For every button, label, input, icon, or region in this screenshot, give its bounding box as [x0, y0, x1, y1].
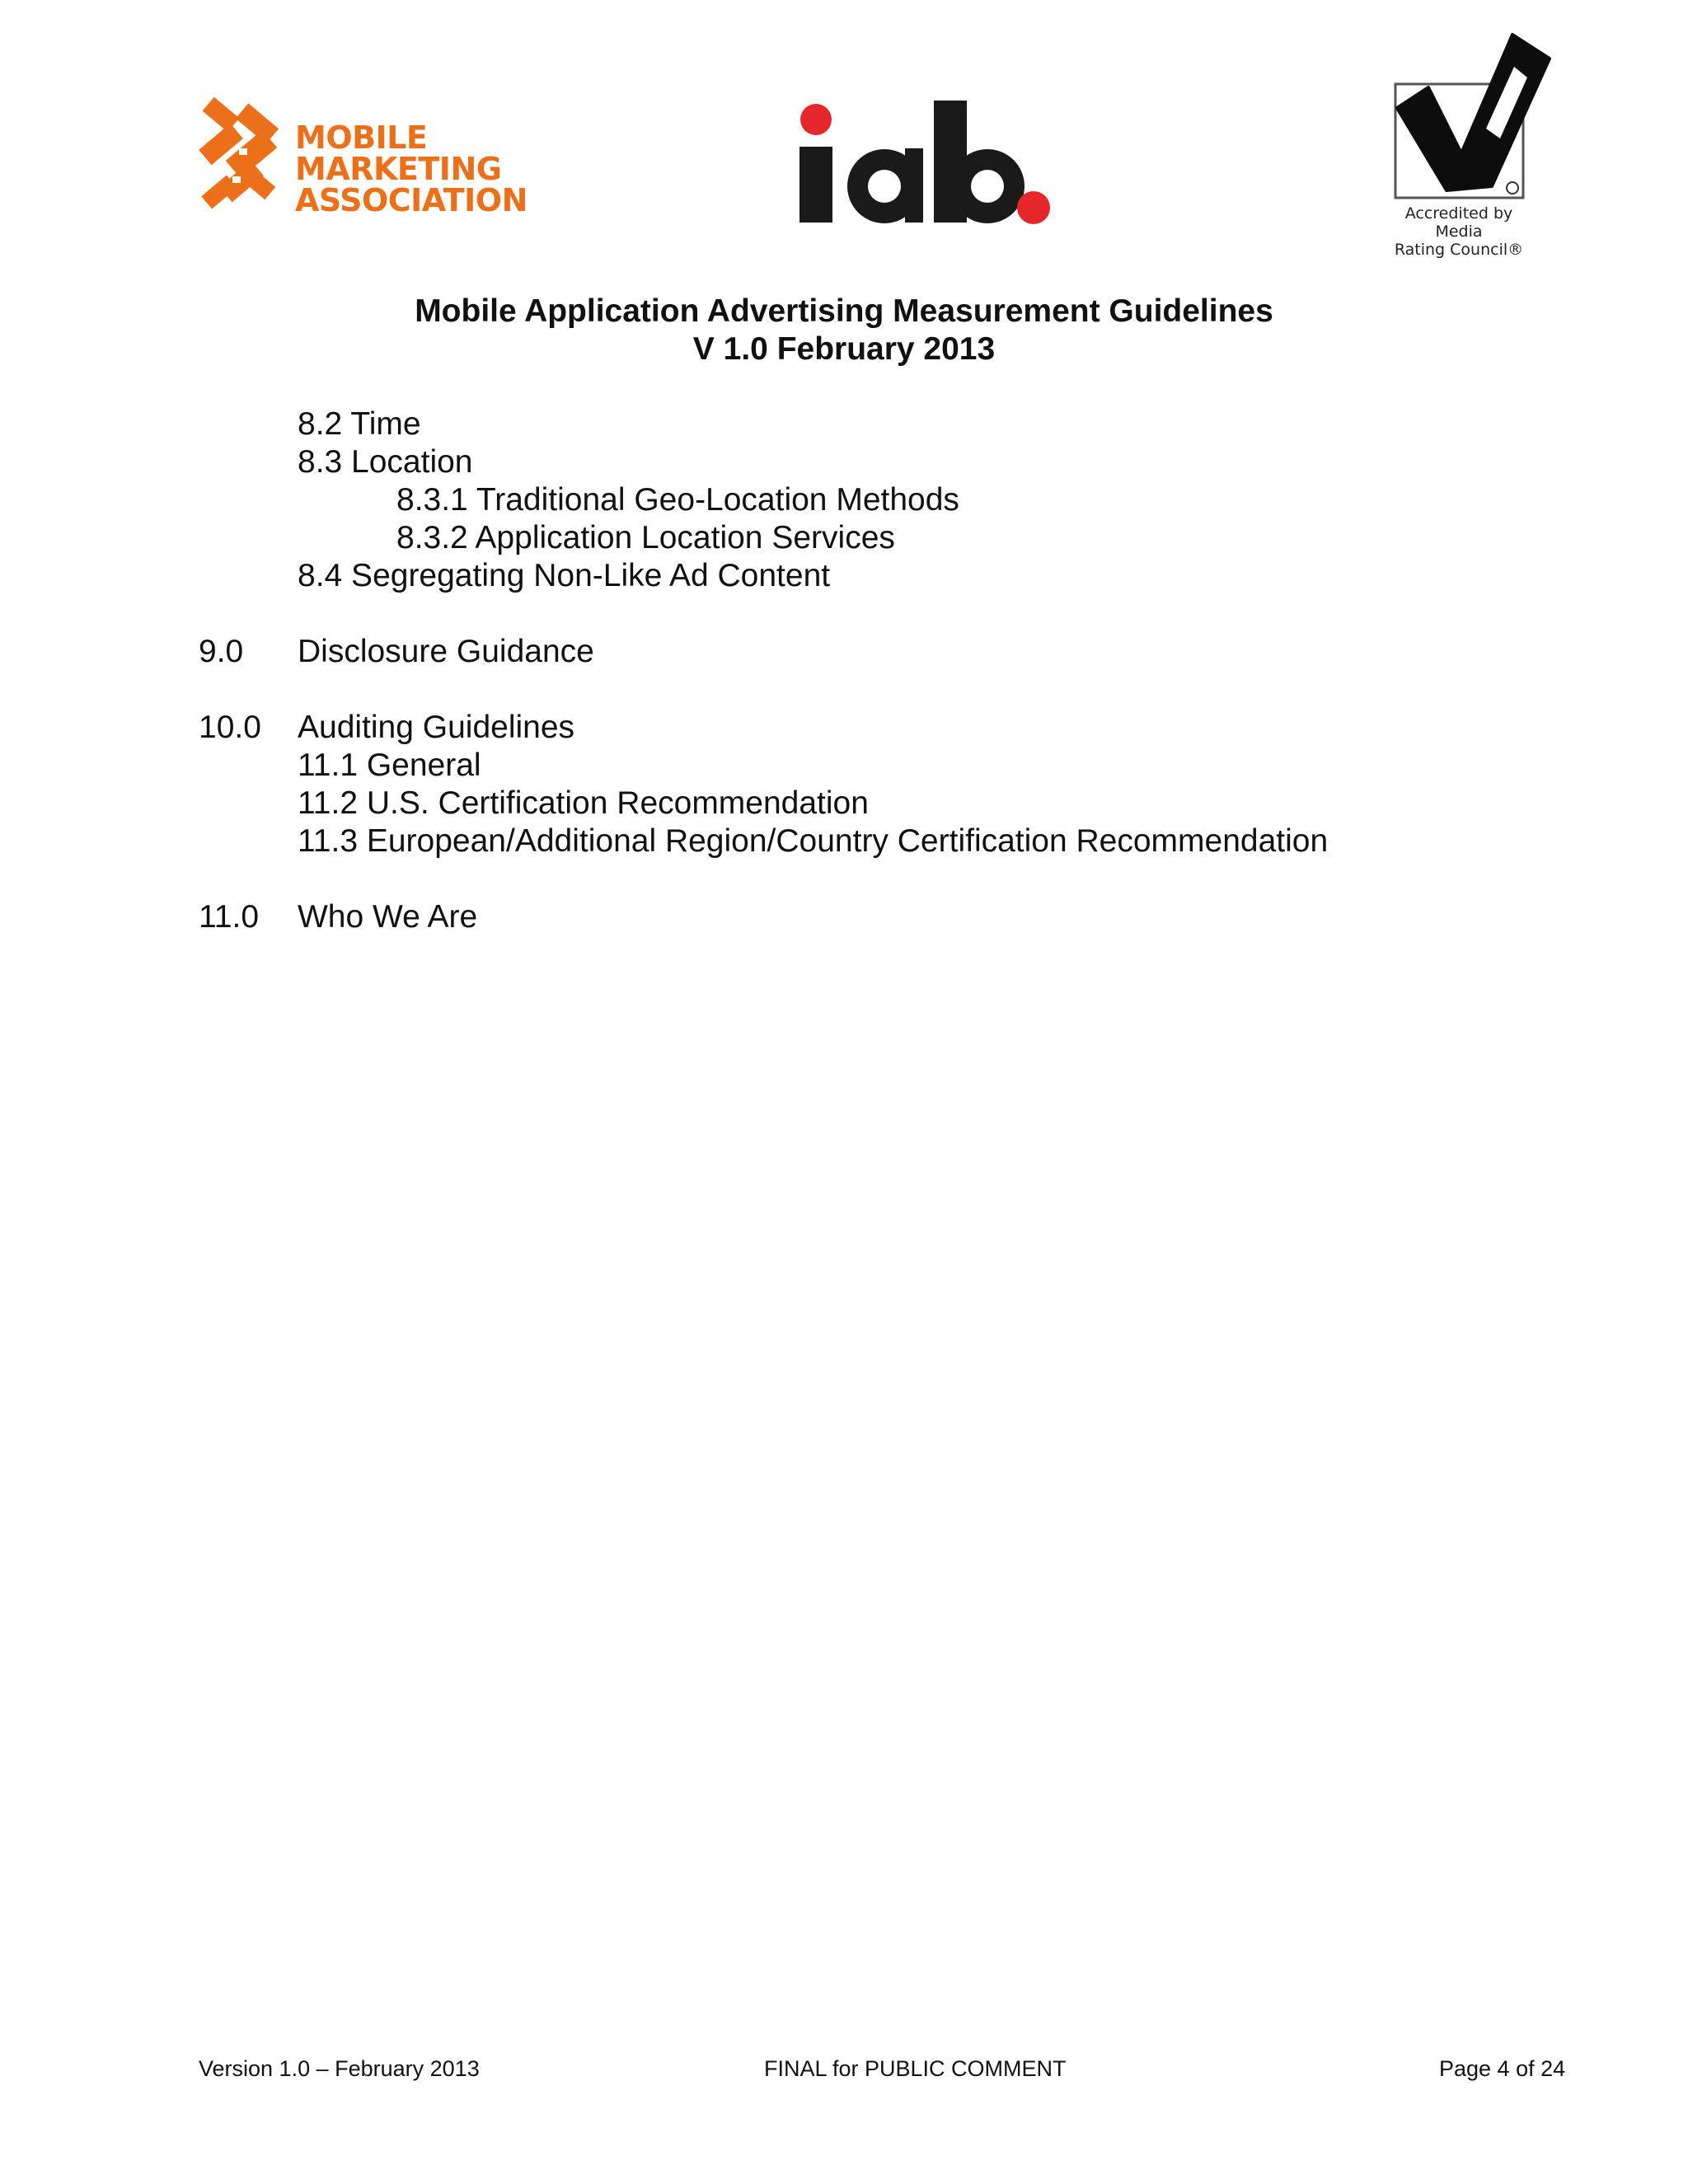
- toc-entry-8-3-2: 8.3.2 Application Location Services: [396, 520, 895, 555]
- mma-emblem-icon: [196, 97, 291, 221]
- mma-logo-line3: ASSOCIATION: [295, 182, 528, 218]
- toc-entry-8-3-1: 8.3.1 Traditional Geo-Location Methods: [396, 482, 959, 518]
- toc-entry-9: Disclosure Guidance: [298, 634, 594, 669]
- mma-logo-line1: MOBILE: [295, 120, 428, 156]
- toc-entry-8-2: 8.2 Time: [298, 406, 421, 442]
- toc-entry-10: Auditing Guidelines: [298, 710, 575, 745]
- mrc-checkmark-icon: [1389, 30, 1562, 203]
- document-subtitle: V 1.0 February 2013: [692, 331, 996, 367]
- mrc-caption-line2: Media: [1435, 223, 1483, 241]
- document-title: Mobile Application Advertising Measurement Guidelines: [415, 293, 1273, 329]
- toc-entry-11-3: 11.3 European/Additional Region/Country Certification Recommendation: [298, 823, 1329, 859]
- toc-number-11: 11.0: [199, 899, 260, 935]
- toc-entry-11-1: 11.1 General: [298, 748, 481, 783]
- toc-entry-11: Who We Are: [298, 899, 478, 935]
- mma-logo-line2: MARKETING: [295, 151, 502, 187]
- mobile-marketing-association-logo: [196, 97, 528, 221]
- iab-logo: [799, 97, 1063, 237]
- document-title-block: [0, 293, 1688, 368]
- iab-logo-mark: [799, 97, 1063, 237]
- toc-number-9: 9.0: [199, 634, 244, 669]
- mrc-accreditation-logo: [1389, 30, 1562, 269]
- footer-status: FINAL for PUBLIC COMMENT: [764, 2056, 1067, 2081]
- mrc-caption-line1: Accredited by: [1404, 204, 1513, 223]
- header-logos: [0, 0, 1688, 280]
- mrc-caption: [1389, 204, 1529, 259]
- toc-entry-8-3: 8.3 Location: [298, 444, 473, 480]
- toc-entry-8-4: 8.4 Segregating Non-Like Ad Content: [298, 558, 831, 593]
- footer-version: Version 1.0 – February 2013: [199, 2056, 480, 2081]
- footer-page-number: Page 4 of 24: [1439, 2056, 1566, 2081]
- mrc-caption-line3: Rating Council®: [1394, 241, 1524, 259]
- mma-logo-text: [295, 122, 528, 216]
- toc-number-10: 10.0: [199, 710, 261, 745]
- toc-entry-11-2: 11.2 U.S. Certification Recommendation: [298, 785, 869, 821]
